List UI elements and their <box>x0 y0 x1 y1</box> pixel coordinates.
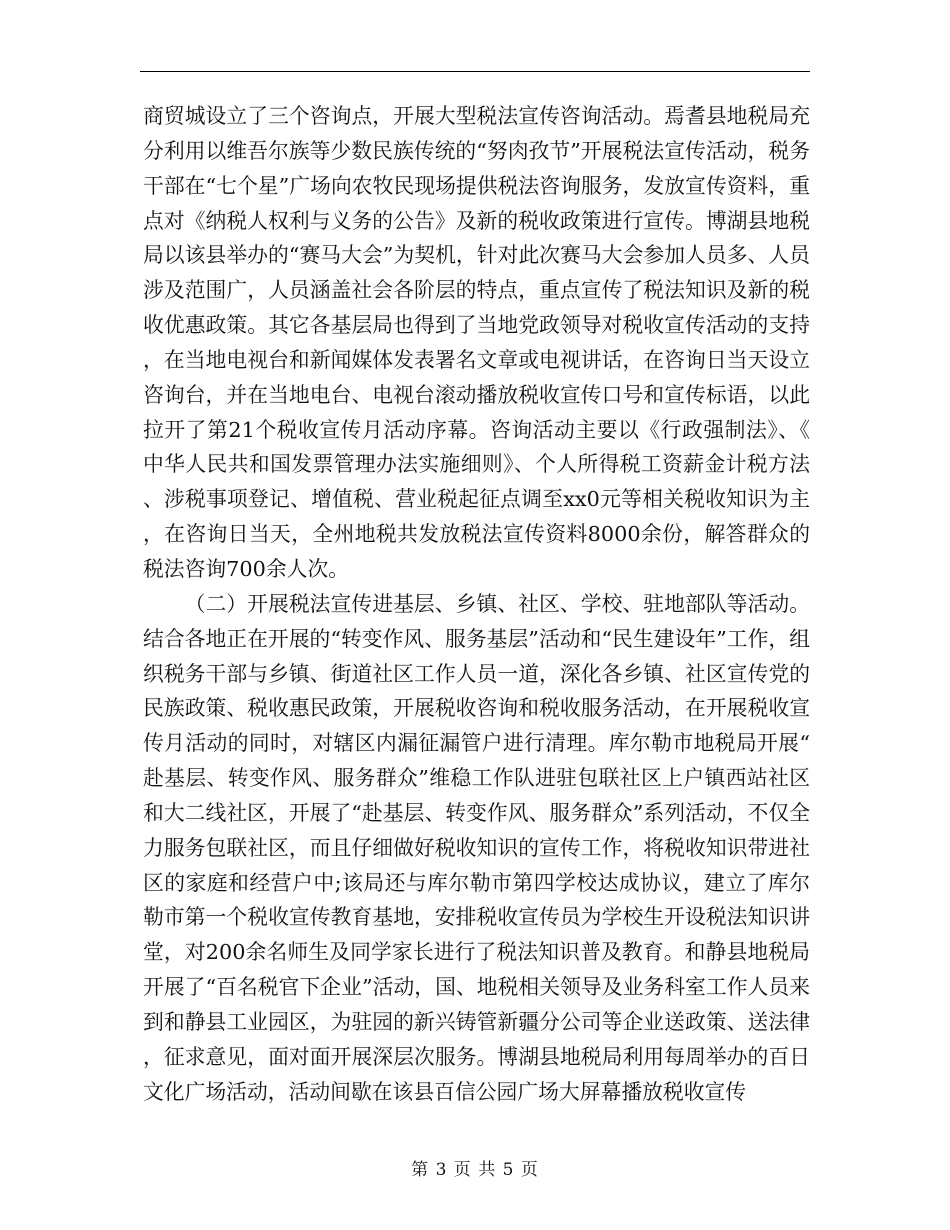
document-body <box>143 99 810 1109</box>
paragraph-1: 商贸城设立了三个咨询点，开展大型税法宣传咨询活动。焉耆县地税局充分利用以维吾尔族等少数民族传统的“努肉孜节”开展税法宣传活动，税务干部在“七个星”广场向农牧民现场提供税法咨询服务，发放宣传资料，重点对《纳税人权利与义务的公告》及新的税收政策进行宣传。博湖县地税局以该县举办的“赛马大会”为契机，针对此次赛马大会参加人员多、人员涉及范围广，人员涵盖社会各阶层的特点，重点宣传了税法知识及新的税收优惠政策。其它各基层局也得到了当地党政领导对税收宣传活动的支持，在当地电视台和新闻媒体发表署名文章或电视讲话，在咨询日当天设立咨询台，并在当地电台、电视台滚动播放税收宣传口号和宣传标语，以此拉开了第21个税收宣传月活动序幕。咨询活动主要以《行政强制法》、《中华人民共和国发票管理办法实施细则》、个人所得税工资薪金计税方法、涉税事项登记、增值税、营业税起征点调至xx0元等相关税收知识为主，在咨询日当天，全州地税共发放税法宣传资料8000余份，解答群众的税法咨询700余人次。 <box>143 104 810 581</box>
header-rule <box>140 71 810 72</box>
paragraph-2: （二）开展税法宣传进基层、乡镇、社区、学校、驻地部队等活动。结合各地正在开展的“转变作风、服务基层”活动和“民生建设年”工作，组织税务干部与乡镇、街道社区工作人员一道，深化各乡镇、社区宣传党的民族政策、税收惠民政策，开展税收咨询和税收服务活动，在开展税收宣传月活动的同时，对辖区内漏征漏管户进行清理。库尔勒市地税局开展“赴基层、转变作风、服务群众”维稳工作队进驻包联社区上户镇西站社区和大二线社区，开展了“赴基层、转变作风、服务群众”系列活动，不仅全力服务包联社区，而且仔细做好税收知识的宣传工作，将税收知识带进社区的家庭和经营户中;该局还与库尔勒市第四学校达成协议，建立了库尔勒市第一个税收宣传教育基地，安排税收宣传员为学校生开设税法知识讲堂，对200余名师生及同学家长进行了税法知识普及教育。和静县地税局开展了“百名税官下企业”活动，国、地税相关领导及业务科室工作人员来到和静县工业园区，为驻园的新兴铸管新疆分公司等企业送政策、送法律，征求意见，面对面开展深层次服务。博湖县地税局利用每周举办的百日文化广场活动，活动间歇在该县百信公园广场大屏幕播放税收宣传 <box>143 591 810 1104</box>
page-number-footer: 第 3 页 共 5 页 <box>411 1160 539 1180</box>
